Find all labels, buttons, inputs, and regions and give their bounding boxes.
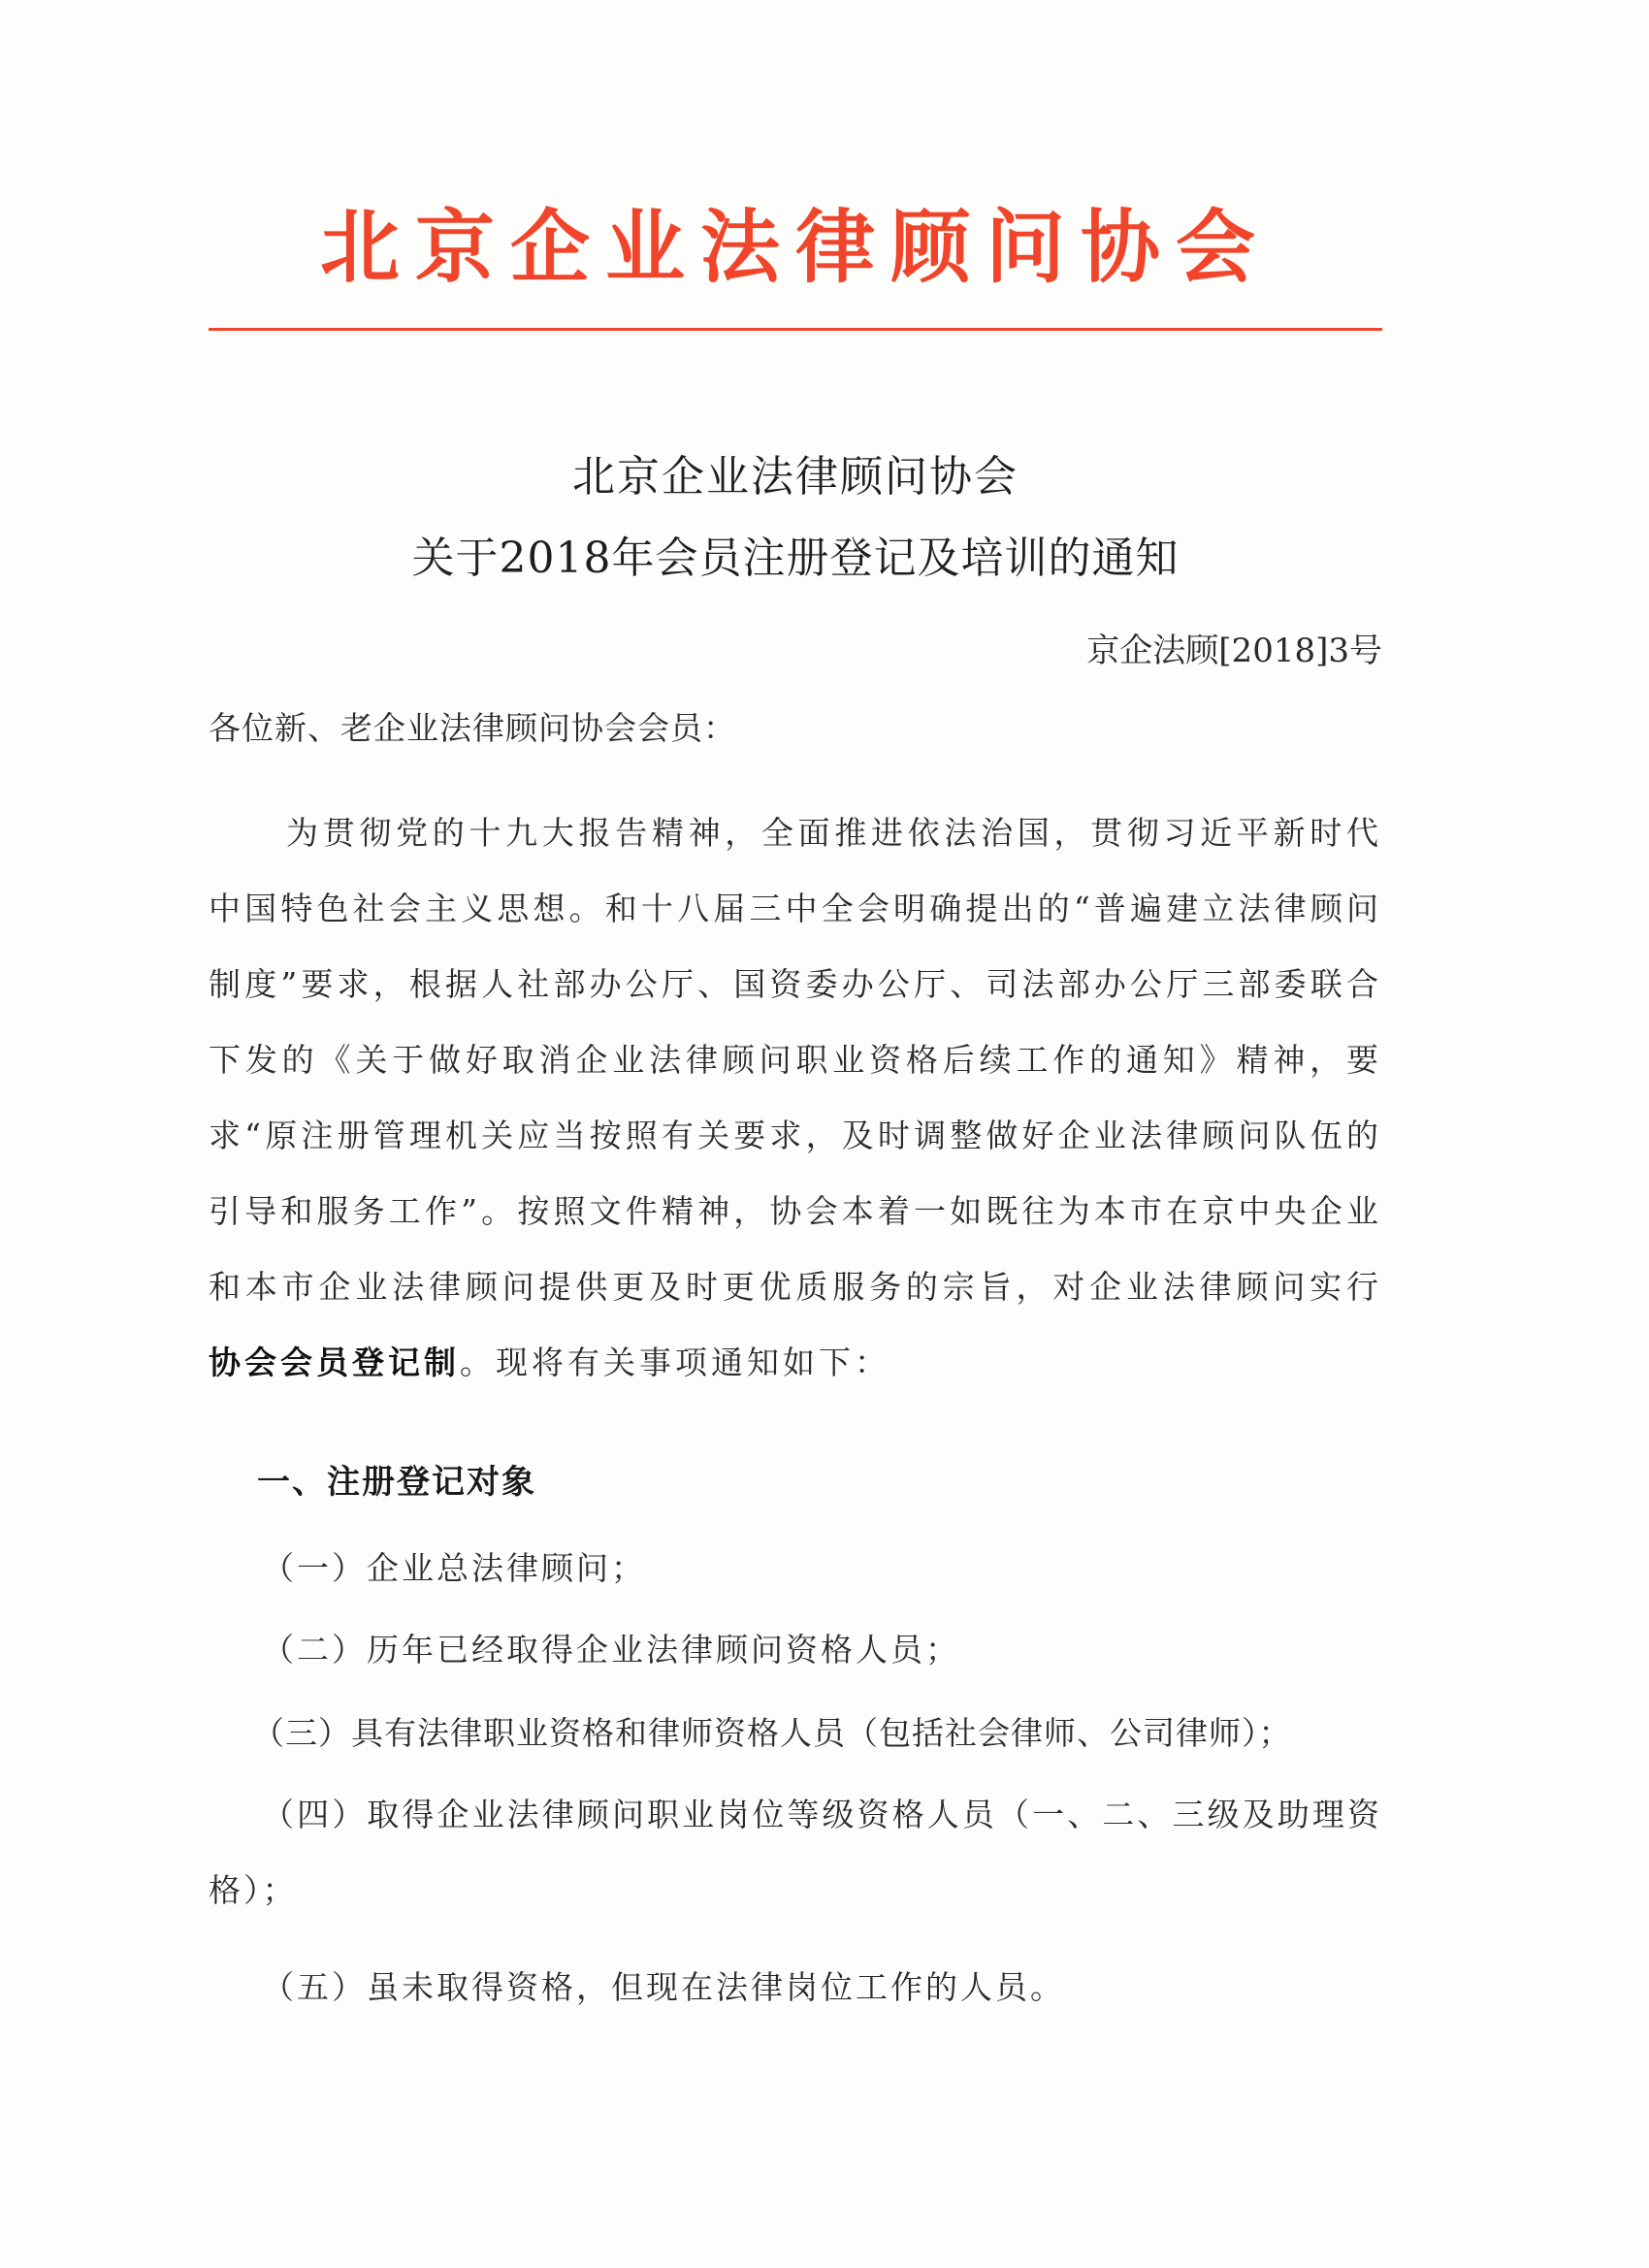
document-title-line1: 北京企业法律顾问协会 xyxy=(572,452,1018,502)
section-heading: 一、注册登记对象 xyxy=(257,1463,536,1502)
letterhead-red-rule xyxy=(209,328,1382,331)
body-paragraph xyxy=(209,795,1382,1401)
salutation: 各位新、老企业法律顾问协会会员： xyxy=(209,709,736,747)
list-item: （一）企业总法律顾问； xyxy=(262,1549,646,1587)
list-item: （三）具有法律职业资格和律师资格人员（包括社会律师、公司律师）； xyxy=(252,1714,1292,1752)
paragraph-text-part2: 。现将有关事项通知如下： xyxy=(460,1344,890,1381)
paragraph-text-part1: 为贯彻党的十九大报告精神，全面推进依法治国，贯彻习近平新时代中国特色社会主义思想。和十八届三中全会明确提出的“普遍建立法律顾问制度”要求，根据人社部办公厅、国资委办公厅、司法部办公厅三部委联合下发的《关于做好取消企业法律顾问职业资格后续工作的通知》精神，要求“原注册管理机关应当按照有关要求，及时调整做好企业法律顾问队伍的引导和服务工作”。按照文件精神，协会本着一如既往为本市在京中央企业和本市企业法律顾问提供更及时更优质服务的宗旨，对企业法律顾问实行 xyxy=(209,814,1382,1306)
list-item: （五）虽未取得资格，但现在法律岗位工作的人员。 xyxy=(262,1968,1065,2006)
document-number: 京企法顾[2018]3号 xyxy=(1086,632,1382,670)
list-item: （四）取得企业法律顾问职业岗位等级资格人员（一、二、三级及助理资格）； xyxy=(209,1796,1382,1909)
document-title-line2: 关于2018年会员注册登记及培训的通知 xyxy=(411,534,1180,583)
letterhead-org-name: 北京企业法律顾问协会 xyxy=(319,201,1271,294)
list-item: （二）历年已经取得企业法律顾问资格人员； xyxy=(262,1631,960,1669)
paragraph-bold-phrase: 协会会员登记制 xyxy=(209,1344,460,1381)
